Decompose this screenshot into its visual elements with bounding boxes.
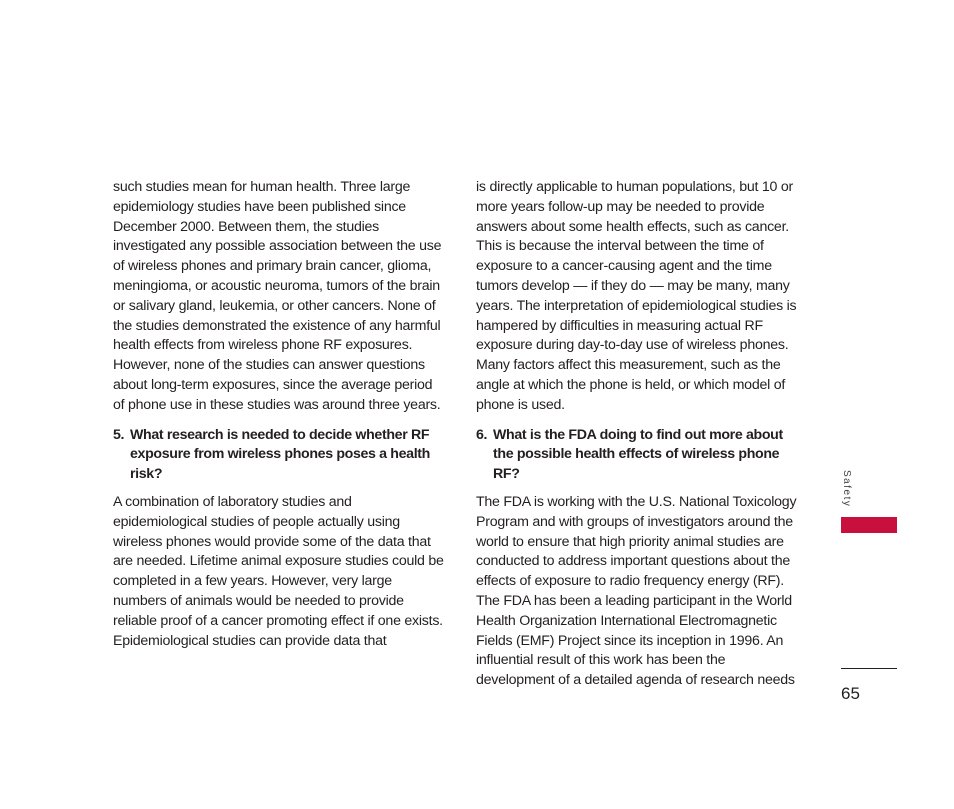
left-column xyxy=(113,178,446,651)
question-heading xyxy=(476,426,806,485)
body-paragraph: The FDA is working with the U.S. National Toxicology Program and with groups of investigators around the world to ensure that high priority animal studies are conducted to address important questions about the effects of exposure to radio frequency energy (RF). The FDA has been a leading participant in the World Health Organization International Electromagnetic Fields (EMF) Project since its inception in 1996. An influential result of this work has been the development of a detailed agenda of research needs xyxy=(476,493,797,689)
question-number: 6. xyxy=(476,426,488,443)
question-number: 5. xyxy=(113,426,125,443)
page-number-rule xyxy=(841,668,897,669)
section-tab-marker xyxy=(841,517,897,533)
question-heading xyxy=(113,426,446,485)
question-text: What is the FDA doing to find out more about the possible health effects of wireless phone RF? xyxy=(493,426,783,483)
page-number: 65 xyxy=(841,684,860,703)
body-paragraph: such studies mean for human health. Three large epidemiology studies have been published since December 2000. Between them, the studies investigated any possible association between the use of wireless phones and primary brain cancer, glioma, meningioma, or acoustic neuroma, tumors of the brain or salivary gland, leukemia, or other cancers. None of the studies demonstrated the existence of any harmful health effects from wireless phone RF exposures. However, none of the studies can answer questions about long-term exposures, since the average period of phone use in these studies was around three years. xyxy=(113,179,442,413)
question-text: What research is needed to decide whether RF exposure from wireless phones poses a health risk? xyxy=(130,426,430,483)
body-paragraph: A combination of laboratory studies and epidemiological studies of people actually using wireless phones would provide some of the data that are needed. Lifetime animal exposure studies could be completed in a few years. However, very large numbers of animals would be needed to provide reliable proof of a cancer promoting effect if one exists. Epidemiological studies can provide data that xyxy=(113,493,444,649)
right-column xyxy=(476,178,806,691)
section-label: Safety xyxy=(841,470,852,508)
body-paragraph: is directly applicable to human populations, but 10 or more years follow-up may be needed to provide answers about some health effects, such as cancer. This is because the interval between the time of exposure to a cancer-causing agent and the time tumors develop — if they do — may be many, many years. The interpretation of epidemiological studies is hampered by difficulties in measuring actual RF exposure during day-to-day use of wireless phones. Many factors affect this measurement, such as the angle at which the phone is held, or which model of phone is used. xyxy=(476,179,797,413)
